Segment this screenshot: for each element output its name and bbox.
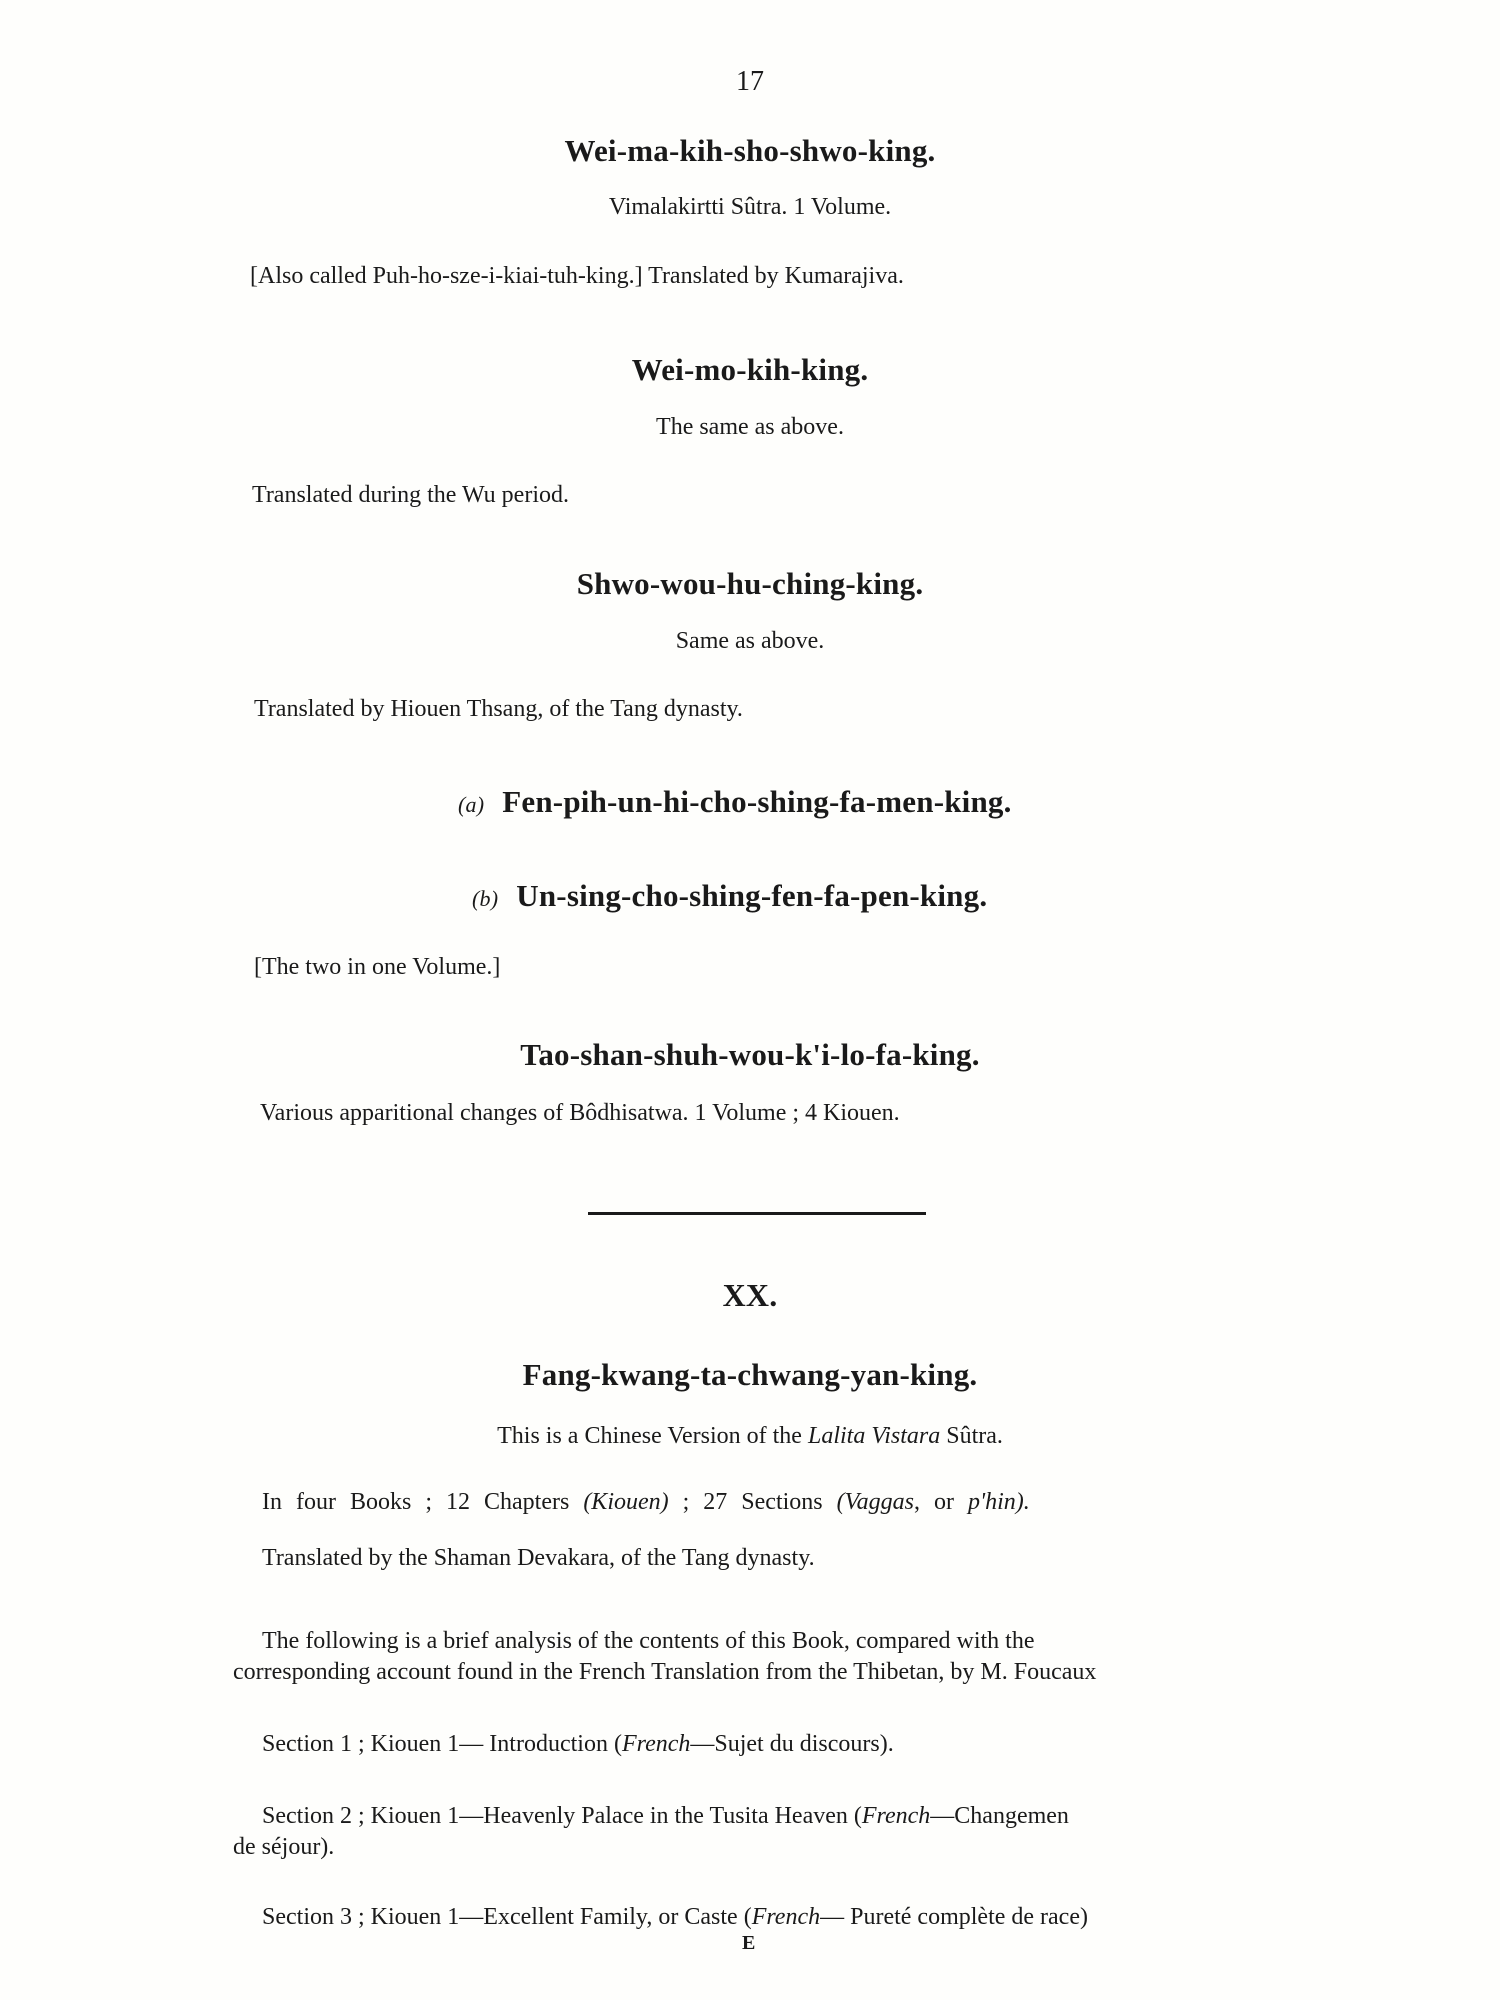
section-item-1-text: Section 1 ; Kiouen 1— Introduction ( (262, 1731, 622, 1757)
books-vaggas: (Vaggas (836, 1489, 914, 1515)
section-item-3 (262, 1904, 1088, 1931)
pair-a-title: Fen-pih-un-hi-cho-shing-fa-men-king. (502, 784, 1012, 819)
entry-note-1: [Also called Puh-ho-sze-i-kiai-tuh-king.] Translated by Kumarajiva. (250, 263, 904, 289)
signature-mark: E (742, 1932, 756, 1954)
section-item-1 (262, 1731, 894, 1758)
desc-text-end: Sûtra. (940, 1423, 1003, 1449)
books-sections: ; 27 Sections (668, 1489, 837, 1515)
page-number: 17 (736, 66, 764, 97)
section-translated: Translated by the Shaman Devakara, of the Tang dynasty. (262, 1545, 815, 1571)
analysis-line-1: The following is a brief analysis of the contents of this Book, compared with the (262, 1628, 1035, 1654)
section-item-1-lang: French (621, 1731, 691, 1757)
entry-subtitle-3: Same as above. (675, 628, 825, 654)
entry-note-3: Translated by Hiouen Thsang, of the Tang dynasty. (254, 696, 743, 722)
pair-note: [The two in one Volume.] (254, 954, 501, 980)
entry-subtitle-1: Vimalakirtti Sûtra. 1 Volume. (608, 194, 892, 220)
books-phin: p'hin). (967, 1489, 1030, 1515)
analysis-line-2: corresponding account found in the French Translation from the Thibetan, by M. Foucaux (233, 1659, 1097, 1685)
label-b: (b) (472, 886, 499, 911)
section-item-2-text: Section 2 ; Kiouen 1—Heavenly Palace in the Tusita Heaven ( (262, 1803, 862, 1829)
desc-italic: Lalita Vistara (807, 1423, 941, 1449)
label-a: (a) (458, 792, 485, 817)
section-item-2-continuation: de séjour). (233, 1834, 335, 1860)
desc-text: This is a Chinese Version of the (497, 1423, 808, 1449)
section-item-3-french: — Pureté complète de race) (820, 1904, 1088, 1930)
books-kiouen: (Kiouen) (583, 1489, 669, 1515)
section-item-3-lang: French (751, 1904, 821, 1930)
section-item-1-french: —Sujet du discours). (690, 1731, 894, 1757)
section-item-3-text: Section 3 ; Kiouen 1—Excellent Family, or Caste ( (262, 1904, 752, 1930)
entry-title-2: Wei-mo-kih-king. (631, 352, 869, 387)
section-divider (588, 1212, 926, 1215)
section-item-2 (262, 1803, 1069, 1830)
section-title: Fang-kwang-ta-chwang-yan-king. (522, 1357, 978, 1392)
section-description (0, 1423, 1500, 1450)
entry-subtitle-2: The same as above. (656, 414, 844, 440)
pair-a (458, 784, 1012, 820)
section-item-2-lang: French (861, 1803, 931, 1829)
books-text: In four Books ; 12 Chapters (262, 1489, 584, 1515)
entry-title-3: Shwo-wou-hu-ching-king. (576, 566, 924, 601)
section-item-2-french: —Changemen (930, 1803, 1069, 1829)
pair-b-title: Un-sing-cho-shing-fen-fa-pen-king. (516, 878, 988, 913)
entry-title-1: Wei-ma-kih-sho-shwo-king. (564, 133, 936, 168)
pair-b (472, 878, 987, 914)
entry-note-4: Various apparitional changes of Bôdhisatwa. 1 Volume ; 4 Kiouen. (260, 1100, 900, 1126)
section-numeral: XX. (722, 1277, 778, 1313)
books-or: , or (913, 1489, 968, 1515)
entry-title-4: Tao-shan-shuh-wou-k'i-lo-fa-king. (520, 1037, 980, 1072)
section-books (262, 1489, 1030, 1516)
entry-note-2: Translated during the Wu period. (252, 482, 569, 508)
